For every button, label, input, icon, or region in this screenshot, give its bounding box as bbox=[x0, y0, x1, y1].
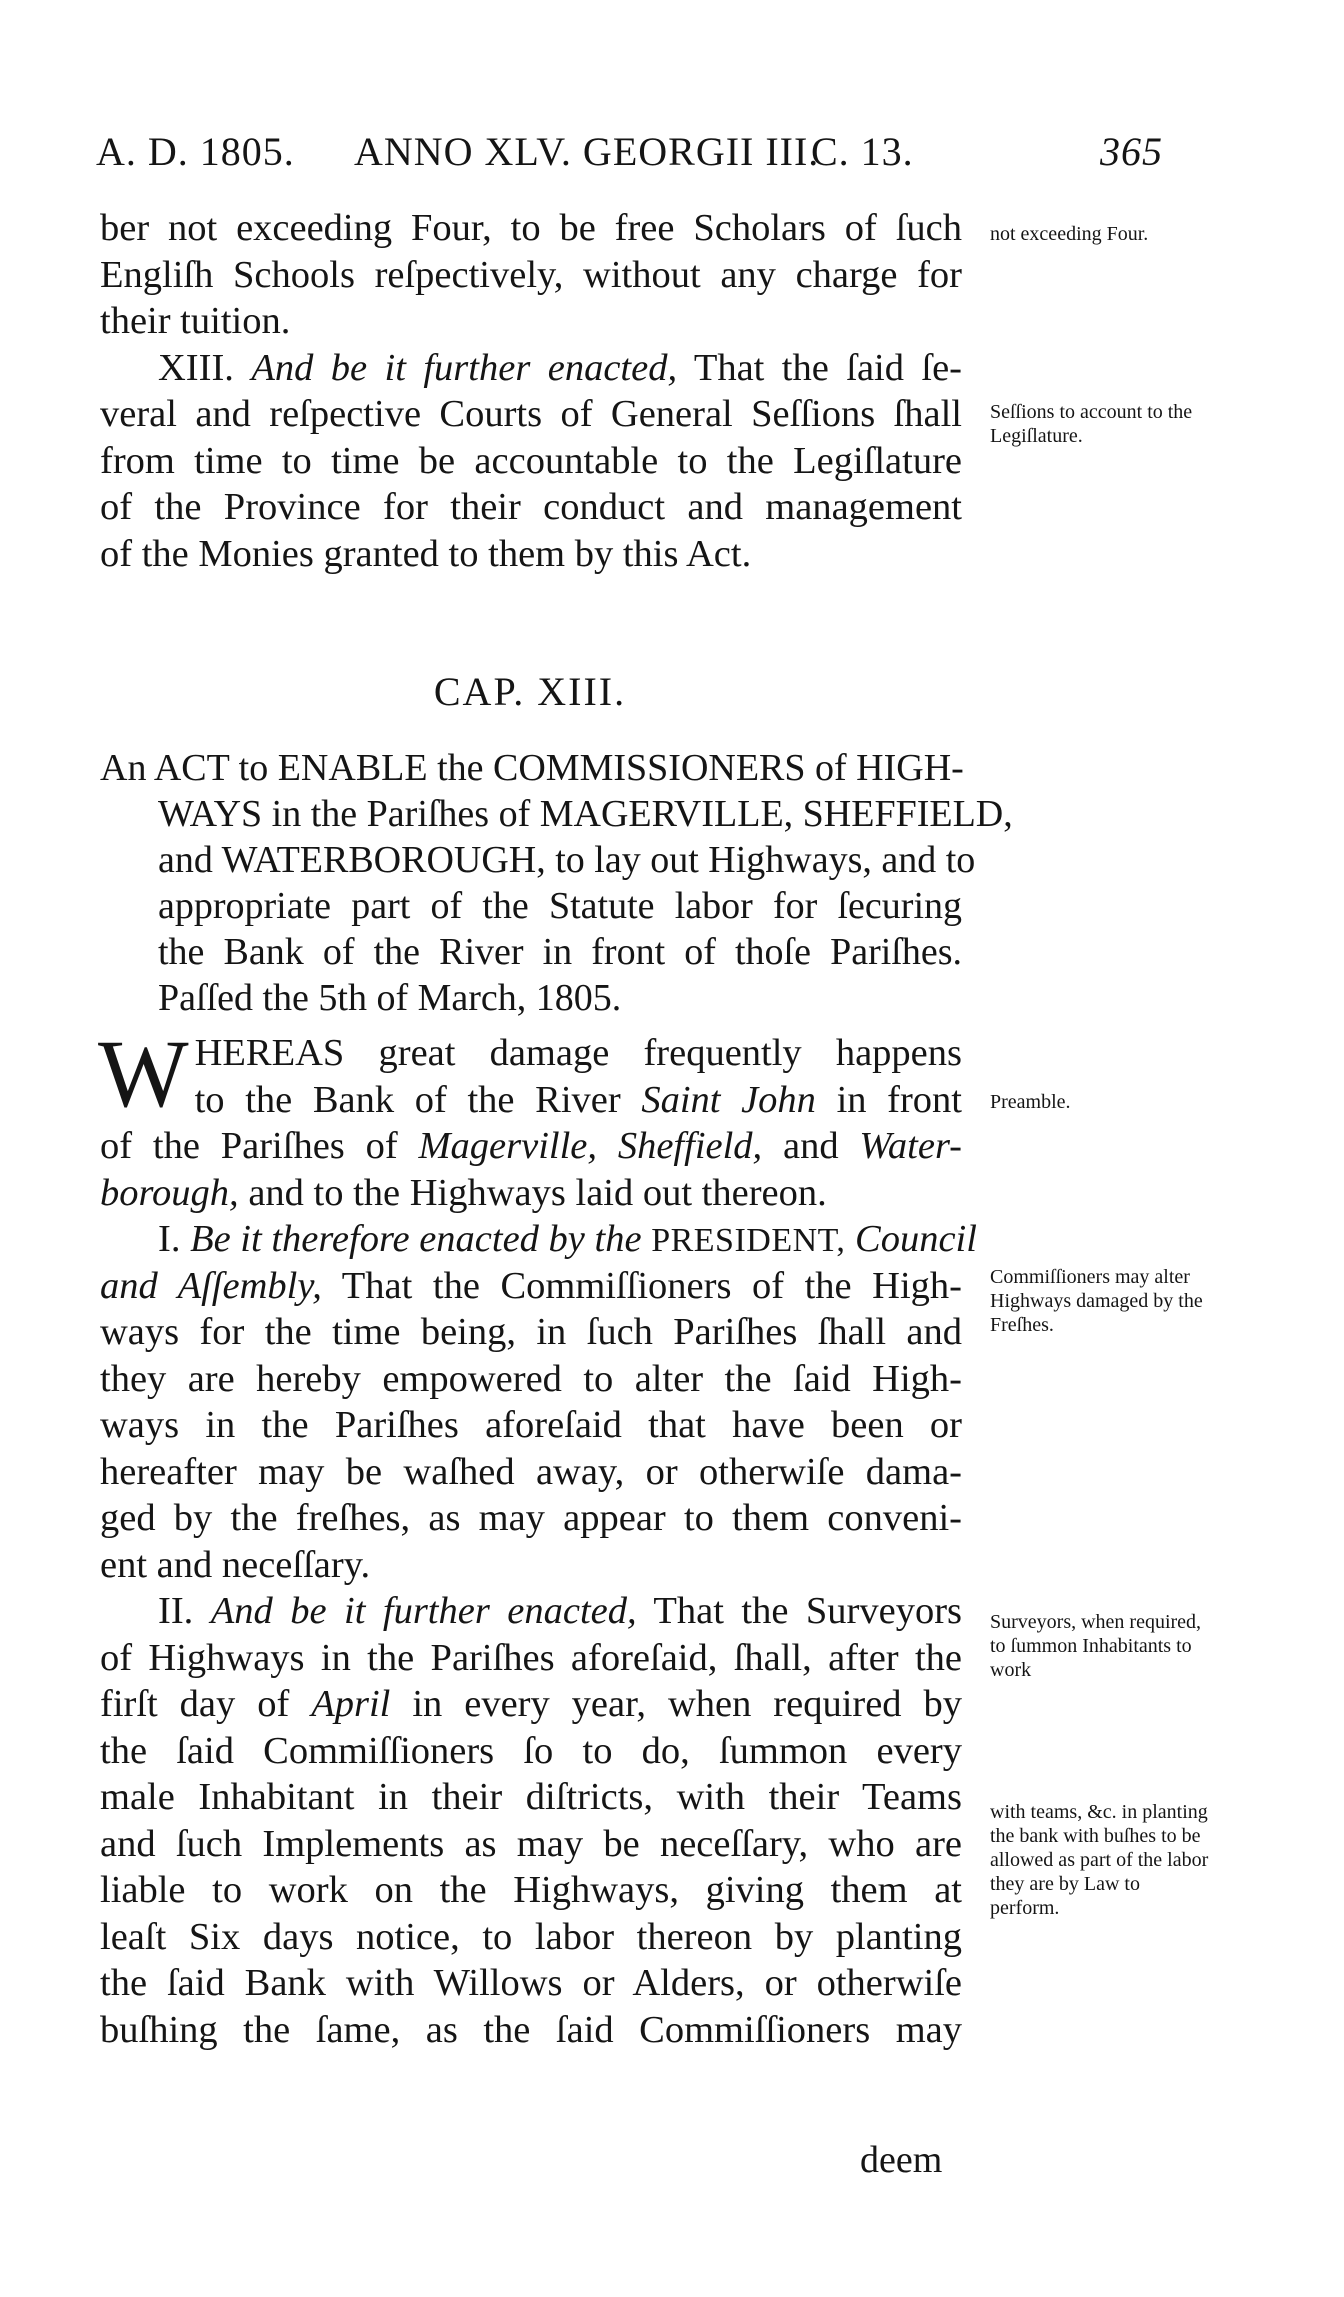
body-line: of Highways in the Pariſhes aforeſaid, ſhall, after the bbox=[100, 1636, 962, 1679]
enacting-phrase: And be it further enacted, bbox=[251, 346, 678, 389]
margin-note-commissioners: Commiſſioners may alter Highways damaged by the Freſhes. bbox=[990, 1266, 1203, 1336]
catchword: deem bbox=[860, 2139, 943, 2181]
section-xiii-first-line bbox=[100, 345, 962, 392]
body-line: ways in the Pariſhes aforeſaid that have been or bbox=[100, 1404, 962, 1446]
act-title-line: appropriate part of the Statute labor for ſecuring bbox=[158, 885, 962, 927]
act-title-line: and WATERBOROUGH, to lay out Highways, and to bbox=[158, 839, 976, 881]
page-number: 365 bbox=[1100, 129, 1163, 174]
margin-note-not-exceeding: not exceeding Four. bbox=[990, 223, 1149, 245]
body-line: male Inhabitant in their diſtricts, with their Teams bbox=[100, 1776, 962, 1818]
act-title-line: the Bank of the River in front of thoſe Pariſhes. bbox=[158, 931, 962, 973]
council-label: Council bbox=[855, 1218, 977, 1260]
act-title-line: Paſſed the 5th of March, 1805. bbox=[158, 977, 622, 1019]
body-line: buſhing the ſame, as the ſaid Commiſſioners may bbox=[100, 2008, 962, 2051]
body-text: in every year, when required by bbox=[390, 1683, 962, 1725]
act-body bbox=[98, 1020, 977, 2053]
body-line: ent and neceſſary. bbox=[100, 1543, 371, 1586]
running-head-date: A. D. 1805. bbox=[96, 129, 295, 174]
body-line bbox=[100, 1263, 962, 1310]
section-number: I. bbox=[158, 1218, 181, 1260]
enacting-phrase: Be it therefore enacted by the bbox=[190, 1218, 642, 1260]
section-number: II. bbox=[158, 1590, 194, 1632]
body-line: the ſaid Commiſſioners ſo to do, ſummon every bbox=[100, 1729, 962, 1772]
chapter-heading: CAP. XIII. bbox=[433, 669, 627, 714]
enacting-phrase: And be it further enacted, bbox=[210, 1590, 637, 1632]
act-title-line: WAYS in the Pariſhes of MAGERVILLE, SHEFFIELD, bbox=[158, 793, 1013, 835]
body-line: hereafter may be waſhed away, or otherwiſe dama- bbox=[100, 1450, 962, 1493]
body-text: That the Surveyors bbox=[653, 1590, 962, 1632]
body-text: of the Pariſhes of bbox=[100, 1125, 419, 1167]
body-text: and to the Highways laid out thereon. bbox=[238, 1171, 827, 1214]
body-line: ways for the time being, in ſuch Pariſhes ſhall and bbox=[100, 1311, 962, 1353]
president-label: PRESIDENT, bbox=[651, 1222, 846, 1259]
body-line bbox=[100, 1681, 962, 1728]
body-text: That the Commiſſioners of the High- bbox=[341, 1264, 962, 1307]
body-text: That the ſaid ſe- bbox=[693, 346, 963, 389]
body-text: firſt day of bbox=[100, 1683, 312, 1725]
body-line: Engliſh Schools reſpectively, without any charge for bbox=[100, 253, 962, 296]
act-title-line: An ACT to ENABLE the COMMISSIONERS of HIGH- bbox=[100, 747, 964, 789]
place-name: Magerville, Sheffield, bbox=[418, 1125, 763, 1167]
body-line: they are hereby empowered to alter the ſaid High- bbox=[100, 1357, 962, 1400]
body-line: liable to work on the Highways, giving them at bbox=[100, 1869, 962, 1911]
section-xii-continuation bbox=[100, 205, 962, 577]
act-title bbox=[100, 745, 1013, 1021]
running-head bbox=[96, 128, 1196, 176]
body-line: ber not exceeding Four, to be free Scholars of ſuch bbox=[100, 207, 962, 249]
body-text: in front bbox=[815, 1078, 962, 1121]
body-line: of the Province for their conduct and management bbox=[100, 486, 962, 528]
running-head-title: ANNO XLV. GEORGII III. bbox=[354, 129, 820, 174]
body-line: leaſt Six days notice, to labor thereon by planting bbox=[100, 1915, 962, 1958]
section-number: XIII. bbox=[158, 346, 234, 389]
place-name: Water- bbox=[859, 1125, 962, 1167]
margin-note-with-teams: with teams, &c. in planting the bank with buſhes to be allowed as part of the labor they are by Law to perform. bbox=[990, 1801, 1209, 1919]
body-text: to the Bank of the River bbox=[194, 1078, 642, 1121]
margin-note-preamble: Preamble. bbox=[990, 1091, 1071, 1113]
body-line: from time to time be accountable to the Legiſlature bbox=[100, 439, 962, 482]
body-line: their tuition. bbox=[100, 300, 291, 342]
margin-note-sessions-account: Seſſions to account to the Legiſlature. bbox=[990, 401, 1193, 447]
body-line: of the Monies granted to them by this Act. bbox=[100, 532, 752, 575]
place-name: borough, bbox=[100, 1171, 239, 1214]
body-text: and bbox=[762, 1125, 860, 1167]
running-head-chapter: C. 13. bbox=[811, 129, 914, 174]
place-name: Saint John bbox=[641, 1078, 816, 1121]
preamble-line: HEREAS great damage frequently happens bbox=[194, 1032, 962, 1074]
body-line: ged by the freſhes, as may appear to them conveni- bbox=[100, 1497, 962, 1539]
preamble-line bbox=[100, 1123, 962, 1170]
body-line: the ſaid Bank with Willows or Alders, or otherwiſe bbox=[100, 1962, 962, 2004]
preamble-line bbox=[100, 1077, 962, 1124]
preamble-line bbox=[100, 1170, 962, 1217]
drop-cap: W bbox=[98, 1020, 189, 1127]
body-line: veral and reſpective Courts of General Seſſions ſhall bbox=[100, 393, 962, 435]
month-name: April bbox=[311, 1683, 391, 1725]
section-ii-first-line bbox=[100, 1588, 962, 1635]
body-line: and ſuch Implements as may be neceſſary, who are bbox=[100, 1822, 962, 1865]
assembly-label: and Aſſembly, bbox=[100, 1264, 322, 1307]
section-i-first-line bbox=[100, 1216, 977, 1263]
margin-note-surveyors: Surveyors, when required, to ſummon Inhabitants to work bbox=[990, 1611, 1202, 1681]
